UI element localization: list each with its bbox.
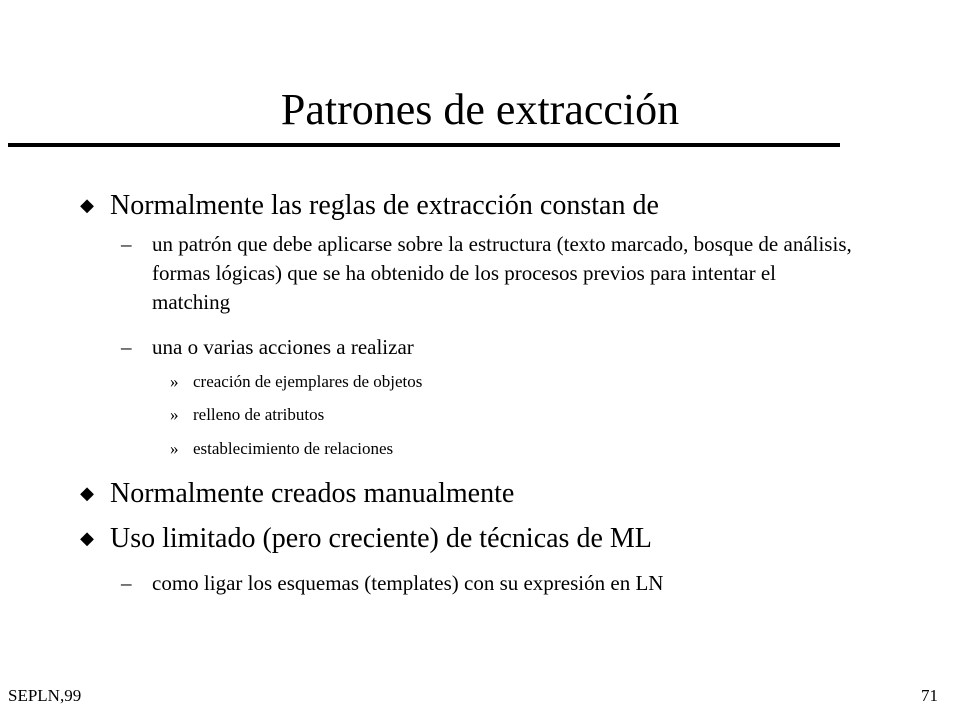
sub-sub-item: establecimiento de relaciones [193, 439, 394, 458]
dash-bullet-icon: – [121, 335, 132, 359]
page-number: 71 [921, 686, 938, 705]
sub-item: una o varias acciones a realizar [152, 335, 414, 359]
sub-sub-item: relleno de atributos [193, 405, 325, 424]
sub-sub-item: creación de ejemplares de objetos [193, 372, 423, 391]
bullet-item: Normalmente las reglas de extracción constan de [110, 190, 659, 221]
slide-title: Patrones de extracción [280, 85, 680, 134]
diamond-bullet-icon: ◆ [80, 195, 94, 216]
dash-bullet-icon: – [121, 571, 132, 595]
sub-item: un patrón que debe aplicarse sobre la estructura (texto marcado, bosque de análisis, formas lógicas) que se ha obtenido de los procesos previos para intentar el matching [152, 232, 852, 314]
raquo-bullet-icon: » [170, 439, 179, 458]
bullet-item: Normalmente creados manualmente [110, 478, 515, 509]
raquo-bullet-icon: » [170, 372, 179, 391]
dash-bullet-icon: – [121, 232, 132, 256]
footer-label: SEPLN,99 [8, 686, 82, 705]
bullet-item: Uso limitado (pero creciente) de técnicas de ML [110, 523, 652, 554]
diamond-bullet-icon: ◆ [80, 528, 94, 549]
diamond-bullet-icon: ◆ [80, 483, 94, 504]
raquo-bullet-icon: » [170, 405, 179, 424]
sub-item: como ligar los esquemas (templates) con su expresión en LN [152, 571, 664, 595]
